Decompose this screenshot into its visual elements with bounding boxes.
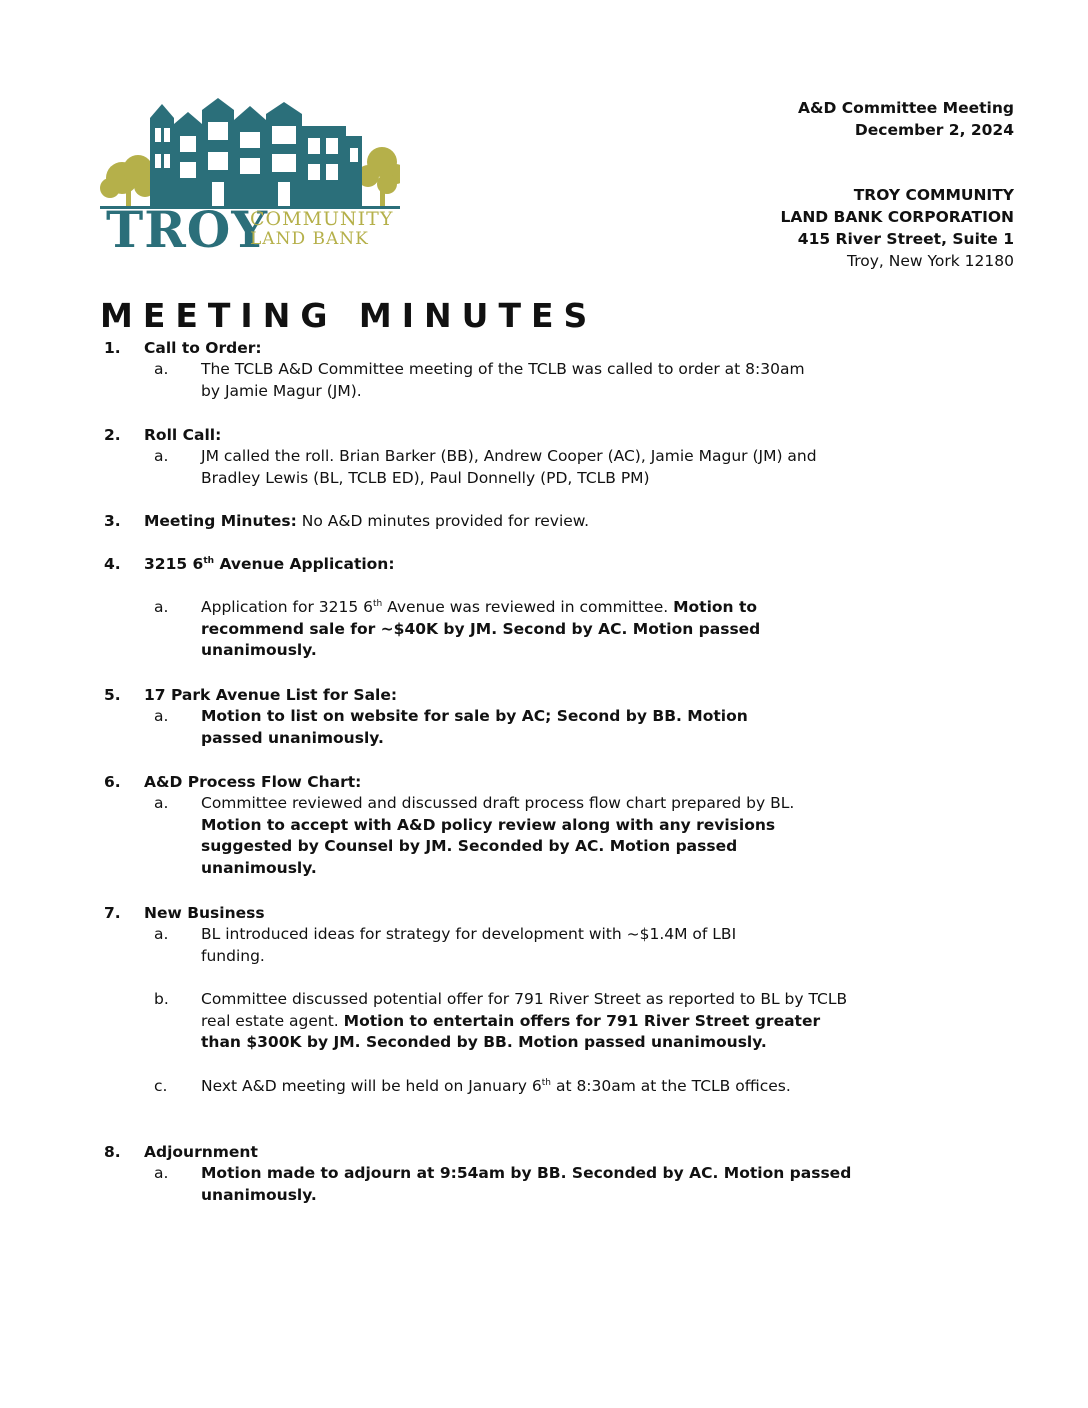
text-part: at 8:30am at the TCLB offices. xyxy=(551,1077,791,1095)
text-part: Committee discussed potential offer for 791 River Street as reported to BL by TCLB real estate agent. xyxy=(201,990,848,1030)
item-number: 5. xyxy=(104,686,121,704)
item-heading: Roll Call: xyxy=(144,426,222,444)
text-part: Committee reviewed and discussed draft process flow chart prepared by BL. xyxy=(201,794,795,812)
meeting-date: December 2, 2024 xyxy=(854,121,1014,139)
item-heading xyxy=(144,554,395,576)
org-name-line1: TROY COMMUNITY xyxy=(853,186,1014,204)
item-number: 1. xyxy=(104,339,121,357)
sub-item-text: BL introduced ideas for strategy for development with ~$1.4M of LBI funding. xyxy=(201,925,737,965)
text-part: Avenue was reviewed in committee. xyxy=(382,598,674,616)
sub-item-letter: b. xyxy=(154,990,169,1008)
motion-text: Motion to recommend sale for ~$40K by JM. Second by AC. Motion passed unanimously. xyxy=(201,598,761,659)
organization-address xyxy=(780,184,1014,272)
address-line1: 415 River Street, Suite 1 xyxy=(797,230,1014,248)
page-title: MEETING MINUTES xyxy=(100,296,598,335)
sub-item-letter: a. xyxy=(154,794,169,812)
item-number: 3. xyxy=(104,512,121,530)
text-part: Application for 3215 6 xyxy=(201,598,374,616)
sub-item-letter: c. xyxy=(154,1077,168,1095)
text-superscript: th xyxy=(541,1077,552,1088)
item-number: 7. xyxy=(104,904,121,922)
logo-word-community: COMMUNITY xyxy=(250,208,394,230)
motion-text: Motion to list on website for sale by AC; Second by BB. Motion passed unanimously. xyxy=(201,707,748,747)
motion-text: Motion to accept with A&D policy review along with any revisions suggested by Counsel by JM. Seconded by AC. Motion passed unanimously. xyxy=(201,815,776,877)
item-number: 6. xyxy=(104,773,121,791)
sub-item-text xyxy=(201,597,801,662)
heading-part: 3215 6 xyxy=(144,555,204,573)
sub-item-letter: a. xyxy=(154,598,169,616)
sub-item-letter: a. xyxy=(154,360,169,378)
sub-item-letter: a. xyxy=(154,925,169,943)
sub-item-letter: a. xyxy=(154,1164,169,1182)
item-heading: A&D Process Flow Chart: xyxy=(144,773,362,791)
sub-item-text: JM called the roll. Brian Barker (BB), Andrew Cooper (AC), Jamie Magur (JM) and Bradley Lewis (BL, TCLB ED), Paul Donnelly (PD, TCLB PM) xyxy=(201,447,817,487)
item-heading: Adjournment xyxy=(144,1143,258,1161)
item-heading: New Business xyxy=(144,904,265,922)
item-heading: 17 Park Avenue List for Sale: xyxy=(144,686,398,704)
sub-item-text xyxy=(201,793,841,879)
heading-part: Avenue Application: xyxy=(214,555,395,573)
item-heading: Call to Order: xyxy=(144,339,262,357)
sub-item-text xyxy=(201,989,851,1054)
heading-superscript: th xyxy=(203,555,215,566)
houses-illustration xyxy=(100,96,400,211)
sub-item-text: The TCLB A&D Committee meeting of the TCLB was called to order at 8:30am by Jamie Magur (JM). xyxy=(201,360,805,400)
logo-word-landbank: LAND BANK xyxy=(250,229,369,249)
text-part: Next A&D meeting will be held on January 6 xyxy=(201,1077,542,1095)
logo-word-troy: TROY xyxy=(106,200,269,259)
troy-land-bank-logo xyxy=(100,96,400,259)
motion-text: Motion to entertain offers for 791 River Street greater than $300K by JM. Seconded by BB. Motion passed unanimously. xyxy=(201,1011,821,1051)
sub-item-letter: a. xyxy=(154,707,169,725)
sub-item-letter: a. xyxy=(154,447,169,465)
item-number: 4. xyxy=(104,555,121,573)
item-number: 8. xyxy=(104,1143,121,1161)
item-number: 2. xyxy=(104,426,121,444)
text-superscript: th xyxy=(373,598,383,609)
sub-item-text xyxy=(201,1076,801,1098)
meeting-title: A&D Committee Meeting xyxy=(798,99,1014,117)
item-heading-note: No A&D minutes provided for review. xyxy=(296,512,589,530)
item-heading xyxy=(144,511,589,533)
address-line2: Troy, New York 12180 xyxy=(847,252,1014,270)
org-name-line2: LAND BANK CORPORATION xyxy=(780,208,1014,226)
meeting-header xyxy=(798,97,1014,141)
item-heading-label: Meeting Minutes: xyxy=(144,512,297,530)
motion-text: Motion made to adjourn at 9:54am by BB. Seconded by AC. Motion passed unanimously. xyxy=(201,1164,852,1204)
